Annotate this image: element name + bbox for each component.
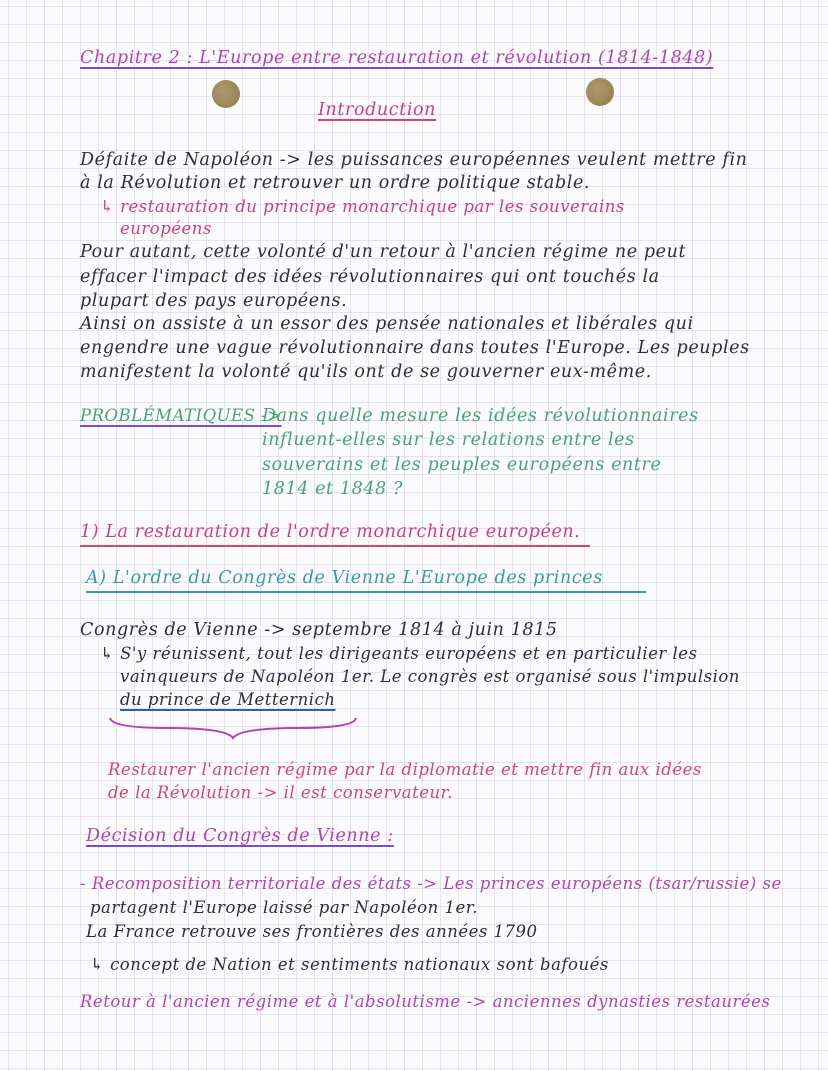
intro-line: Pour autant, cette volonté d'un retour à l'ancien régime ne peut: [80, 242, 687, 262]
intro-line: Défaite de Napoléon -> les puissances européennes veulent mettre fin: [80, 150, 748, 170]
intro-line: Ainsi on assiste à un essor des pensée nationales et libérales qui: [80, 314, 694, 334]
problematique-line: influent-elles sur les relations entre les: [262, 430, 635, 450]
intro-line: manifestent la volonté qu'ils ont de se gouverner eux-même.: [80, 362, 652, 382]
goal-line: Restaurer l'ancien régime par la diplomatie et mettre fin aux idées: [108, 760, 702, 779]
goal-line: de la Révolution -> il est conservateur.: [108, 783, 453, 802]
congres-line: Congrès de Vienne -> septembre 1814 à juin 1815: [80, 620, 558, 640]
part-1-title: 1) La restauration de l'ordre monarchique européen.: [80, 522, 581, 542]
part-1-underline: [80, 545, 590, 547]
problematique-line: Dans quelle mesure les idées révolutionnaires: [262, 406, 699, 426]
punch-hole-left: [212, 80, 240, 108]
congres-line: du prince de Metternich: [120, 690, 336, 709]
congres-line: vainqueurs de Napoléon 1er. Le congrès est organisé sous l'impulsion: [120, 667, 740, 686]
chapter-title: Chapitre 2 : L'Europe entre restauration et révolution (1814-1848): [80, 48, 714, 68]
decision-line: Retour à l'ancien régime et à l'absolutisme -> anciennes dynasties restaurées: [80, 992, 771, 1011]
curly-brace-icon: [108, 714, 358, 740]
decision-line: - Recomposition territoriale des états -> Les princes européens (tsar/russie) se: [80, 874, 782, 893]
intro-line: ↳ restauration du principe monarchique par les souverains: [100, 197, 625, 216]
congres-line: ↳ S'y réunissent, tout les dirigeants européens et en particulier les: [100, 644, 698, 663]
decision-line: ↳ concept de Nation et sentiments nationaux sont bafoués: [90, 955, 609, 974]
intro-line: européens: [120, 219, 212, 238]
problematique-line: souverains et les peuples européens entre: [262, 455, 662, 475]
intro-line: engendre une vague révolutionnaire dans toutes l'Europe. Les peuples: [80, 338, 750, 358]
decision-line: La France retrouve ses frontières des années 1790: [86, 922, 538, 941]
intro-line: plupart des pays européens.: [80, 291, 348, 311]
intro-heading: Introduction: [318, 100, 437, 120]
decision-line: partagent l'Europe laissé par Napoléon 1er.: [90, 898, 479, 917]
decision-title: Décision du Congrès de Vienne :: [86, 826, 394, 846]
part-a-underline: [86, 591, 646, 593]
intro-line: à la Révolution et retrouver un ordre politique stable.: [80, 173, 591, 193]
part-a-title: A) L'ordre du Congrès de Vienne L'Europe des princes: [86, 568, 603, 588]
problematique-label: PROBLÉMATIQUES ->: [80, 406, 282, 425]
punch-hole-right: [586, 78, 614, 106]
intro-line: effacer l'impact des idées révolutionnaires qui ont touchés la: [80, 267, 660, 287]
problematique-line: 1814 et 1848 ?: [262, 479, 403, 499]
